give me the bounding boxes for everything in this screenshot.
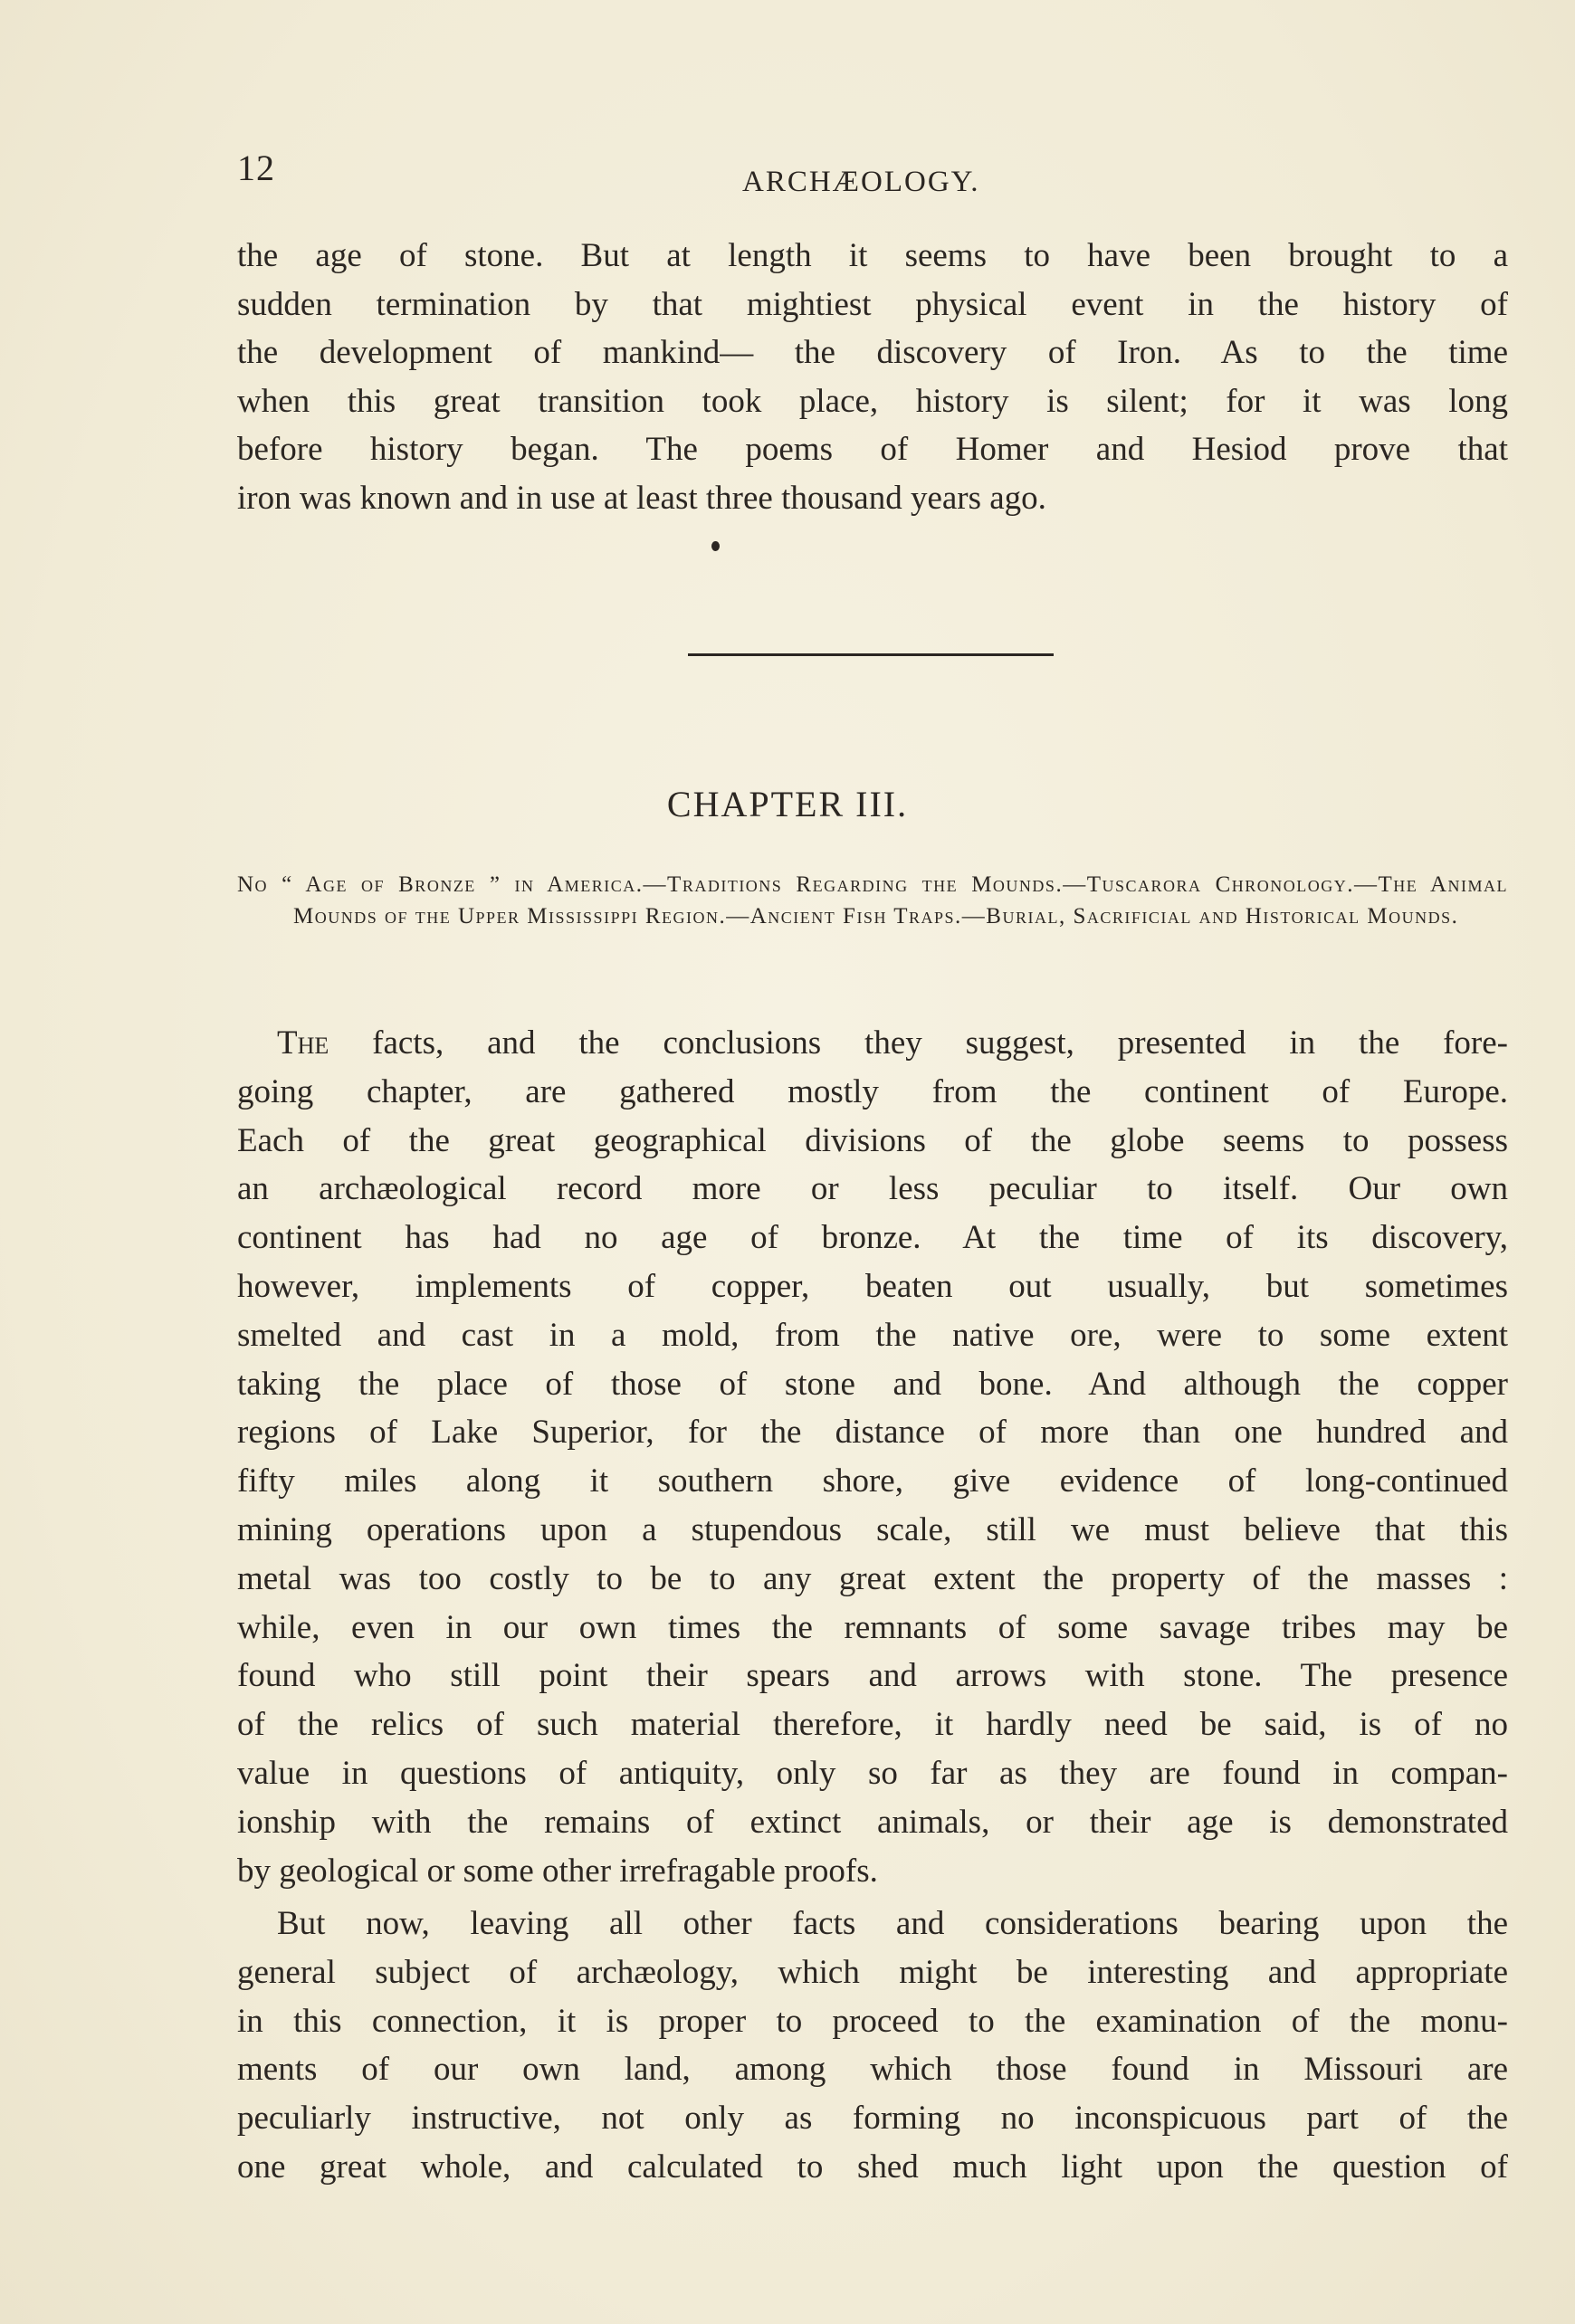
text-line: one great whole, and calculated to shed much light upon the question of bbox=[237, 2148, 1508, 2186]
chapter-summary: No “ Age of Bronze ” in America.—Traditions Regarding the Mounds.—Tuscarora Chronology.—The Animal Mounds of the Upper Mississippi Region.—Ancient Fish Traps.—Burial, Sacrificial and Historical Mounds. bbox=[237, 872, 1508, 929]
paragraph-1 bbox=[237, 1019, 1508, 1895]
text-line: however, implements of copper, beaten out usually, but sometimes bbox=[237, 1267, 1508, 1305]
text-line: an archæological record more or less peculiar to itself. Our own bbox=[237, 1170, 1508, 1208]
text-line: fifty miles along it southern shore, give evidence of long-continued bbox=[237, 1462, 1508, 1500]
text-line: in this connection, it is proper to proceed to the examination of the monu- bbox=[237, 2002, 1508, 2040]
paragraph-2 bbox=[237, 1900, 1508, 2192]
text-line: iron was known and in use at least three thousand years ago. bbox=[237, 479, 1046, 517]
text-line: going chapter, are gathered mostly from the continent of Europe. bbox=[237, 1072, 1508, 1110]
text-line: taking the place of those of stone and bone. And although the copper bbox=[237, 1365, 1508, 1403]
page-number: 12 bbox=[237, 148, 275, 188]
text-line: But now, leaving all other facts and considerations bearing upon the bbox=[277, 1905, 1508, 1942]
text-line: found who still point their spears and arrows with stone. The presence bbox=[237, 1657, 1508, 1695]
text-line: mining operations upon a stupendous scale, still we must believe that this bbox=[237, 1510, 1508, 1548]
text-line: the development of mankind— the discovery of Iron. As to the time bbox=[237, 334, 1508, 372]
text-line: ionship with the remains of extinct animals, or their age is demonstrated bbox=[237, 1803, 1508, 1841]
section-divider bbox=[688, 653, 1054, 656]
text-line: of the relics of such material therefore, it hardly need be said, is of no bbox=[237, 1706, 1508, 1744]
text-line: metal was too costly to be to any great extent the property of the masses : bbox=[237, 1559, 1508, 1597]
text-line: sudden termination by that mightiest physical event in the history of bbox=[237, 285, 1508, 323]
text-line-rest: facts, and the conclusions they suggest, presented in the fore- bbox=[329, 1024, 1508, 1062]
text-line bbox=[237, 1019, 1508, 1068]
ornament-dot bbox=[711, 541, 720, 551]
text-line: before history began. The poems of Homer and Hesiod prove that bbox=[237, 431, 1508, 469]
text-line: while, even in our own times the remnants of some savage tribes may be bbox=[237, 1608, 1508, 1646]
running-head: ARCHÆOLOGY. bbox=[742, 166, 980, 198]
opening-paragraph bbox=[237, 232, 1508, 523]
chapter-title: CHAPTER III. bbox=[666, 784, 909, 824]
text-line: Each of the great geographical divisions of the globe seems to possess bbox=[237, 1121, 1508, 1159]
text-line: general subject of archæology, which might be interesting and appropriate bbox=[237, 1953, 1508, 1991]
drop-word: The bbox=[277, 1024, 329, 1062]
text-line: the age of stone. But at length it seems to have been brought to a bbox=[237, 237, 1508, 274]
text-line: ments of our own land, among which those found in Missouri are bbox=[237, 2051, 1508, 2089]
text-line: smelted and cast in a mold, from the native ore, were to some extent bbox=[237, 1316, 1508, 1354]
text-line: by geological or some other irrefragable proofs. bbox=[237, 1852, 878, 1890]
text-line: peculiarly instructive, not only as forming no inconspicuous part of the bbox=[237, 2100, 1508, 2138]
text-line: regions of Lake Superior, for the distance of more than one hundred and bbox=[237, 1414, 1508, 1452]
text-line: when this great transition took place, history is silent; for it was long bbox=[237, 382, 1508, 420]
text-line: value in questions of antiquity, only so far as they are found in compan- bbox=[237, 1754, 1508, 1792]
text-line: continent has had no age of bronze. At the time of its discovery, bbox=[237, 1219, 1508, 1257]
